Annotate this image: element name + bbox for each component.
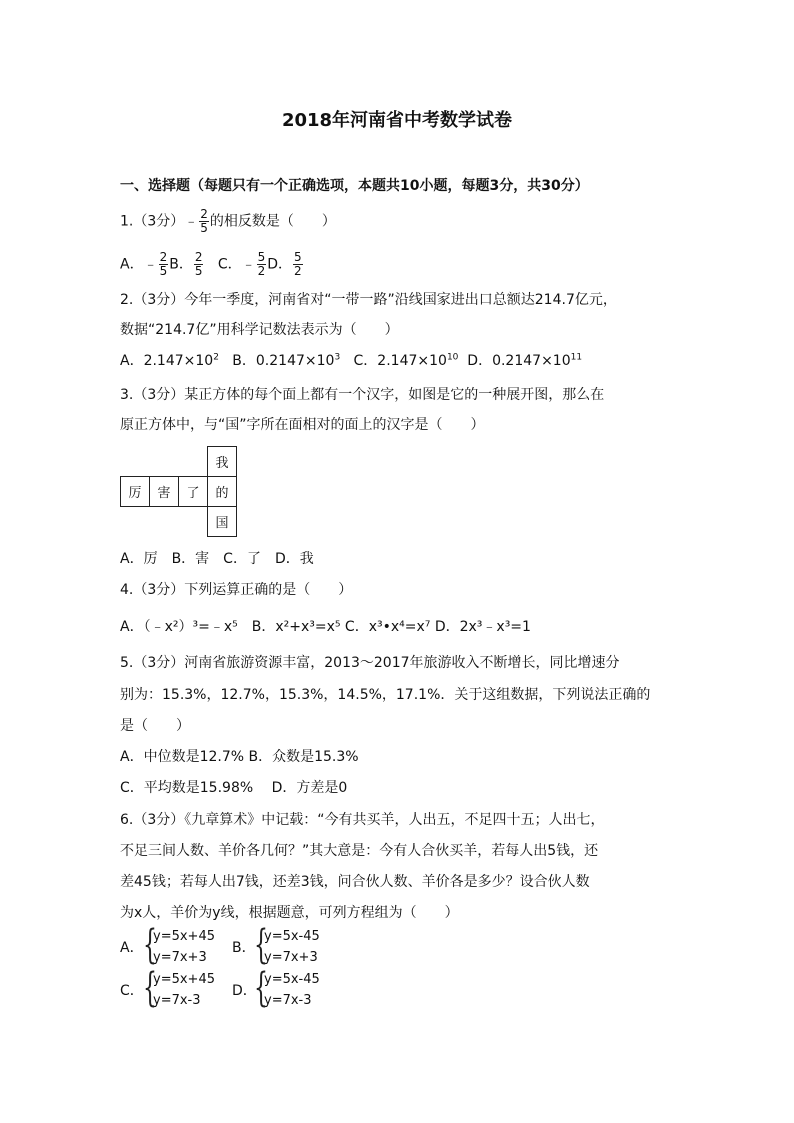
net-cell: 害 [150, 477, 179, 507]
option-a-label: A．﹣ [120, 256, 158, 273]
fraction: $\frac{5}{2}$ [257, 250, 266, 278]
q1-stem-pre: 1.（3分）﹣ [120, 213, 199, 230]
option-b-label: B． [169, 256, 193, 273]
question-2-line-1: 2.（3分）今年一季度，河南省对“一带一路”沿线国家进出口总额达214.7亿元， [120, 292, 617, 308]
question-5-options-2: C．平均数是15.98% D．方差是0 [120, 780, 348, 796]
question-6-line-3: 差45钱；若每人出7钱，还差3钱，问合伙人数、羊价各是多少？设合伙人数 [120, 874, 590, 890]
question-1-stem [120, 208, 336, 235]
question-3-line-1: 3.（3分）某正方体的每个面上都有一个汉字，如图是它的一种展开图，那么在 [120, 387, 605, 403]
question-2-options: A．$2.147\times 10^2$ B．$0.2147\times 10^3$ C．$2.147\times 10^{10}$ D．$0.2147\times 10^{11}$ [120, 352, 583, 369]
cube-net-figure [120, 446, 237, 537]
option-c-label: C．﹣ [217, 256, 256, 273]
q6-option-a-label: A． [120, 940, 144, 956]
question-6-line-2: 不足三间人数、羊价各几何？”其大意是：今有人合伙买羊，若每人出5钱，还 [120, 843, 599, 859]
fraction: $\frac{5}{2}$ [294, 250, 302, 278]
net-cell: 了 [179, 477, 208, 507]
q6-option-b-label: B． [232, 940, 256, 956]
question-5-line-1: 5.（3分）河南省旅游资源丰富，2013～2017年旅游收入不断增长，同比增速分 [120, 655, 620, 671]
question-5-options-1: A．中位数是12.7% B．众数是15.3% [120, 749, 359, 765]
q1-stem-post: 的相反数是（ ） [209, 213, 336, 230]
section-heading: 一、选择题（每题只有一个正确选项，本题共10小题，每题3分，共30分） [120, 178, 589, 194]
question-1-options [120, 251, 304, 278]
page-title: 2018年河南省中考数学试卷 [281, 110, 513, 131]
exam-page: 2018年河南省中考数学试卷 一、选择题（每题只有一个正确选项，本题共10小题，每题3分，共30分） 1.（3分）﹣ $\frac{2}{5}$ 的相反数是（ ） A．﹣ $\frac{2}{5}$ B． $\frac{2}{5}$ C．﹣ $\frac{5}{2}$ D． $\frac{5}{2}$ 2.（3分）今年一季度，河南省对“一带一路”沿线国家进出口总额达214.7亿元， 数据“214.7亿”用科学记数法表示为（ ） A．$2.147\times 10^2$ B．$0.2147\times 10^3$ C．$2.147\times 10^{10}$ D．$0.2147\times 10^{11}$ 3.（3分）某正方体的每个面上都有一个汉字，如图是它的一种展开图，那么在 原正方体中，与“国”字所在面相对的面上的汉字是（ ） 我 厉 害 了 的 国 A．厉 B．害 C．了 D．我 4.（3分）下列运算正确的是（ ） A．（﹣x²）³=﹣x⁵ B．x²+x³=x⁵ C．x³•x⁴=x⁷ D．2x³﹣x³=1 5.（3分）河南省旅游资源丰富，2013～2017年旅游收入不断增长，同比增速分 别为：15.3%，12.7%，15.3%，14.5%，17.1%．关于这组数据，下列说法正确的 是（ ） A．中位数是12.7% B．众数是15.3% C．平均数是15.98% D．方差是0 6.（3分）《九章算术》中记载：“今有共买羊，人出五，不足四十五；人出七， 不足三间人数、羊价各几何？”其大意是：今有人合伙买羊，若每人出5钱，还 差45钱；若每人出7钱，还差3钱，问合伙人数、羊价各是多少？设合伙人数 为x人，羊价为y线，根据题意，可列方程组为（ ） A． { y=5x+45 y=7x+3 B． { y=5x-45 y=7x+3 C． { y=5x+45 y=7x-3 D． { y=5x-45 y=7x-3 [0, 0, 794, 1123]
question-3-line-2: 原正方体中，与“国”字所在面相对的面上的汉字是（ ） [120, 417, 485, 433]
fraction: $\frac{2}{5}$ [159, 250, 168, 278]
net-cell-bottom: 国 [208, 507, 237, 537]
question-3-options: A．厉 B．害 C．了 D．我 [120, 551, 314, 567]
question-6-line-1: 6.（3分）《九章算术》中记载：“今有共买羊，人出五，不足四十五；人出七， [120, 812, 605, 828]
question-4-stem: 4.（3分）下列运算正确的是（ ） [120, 582, 353, 598]
net-cell: 的 [208, 477, 237, 507]
fraction: $\frac{2}{5}$ [200, 207, 208, 235]
net-cell: 厉 [121, 477, 150, 507]
fraction: $\frac{2}{5}$ [194, 250, 203, 278]
q6-option-d-label: D． [232, 983, 257, 999]
question-2-line-2: 数据“214.7亿”用科学记数法表示为（ ） [120, 322, 399, 338]
option-d-label: D． [267, 256, 293, 273]
question-5-line-3: 是（ ） [120, 718, 190, 734]
question-6-line-4: 为x人，羊价为y线，根据题意，可列方程组为（ ） [120, 905, 459, 921]
q6-option-c-label: C． [120, 983, 144, 999]
question-4-options: A．（﹣x²）³=﹣x⁵ B．x²+x³=x⁵ C．x³•x⁴=x⁷ D．2x³﹣x³=1 [120, 619, 531, 635]
question-5-line-2: 别为：15.3%，12.7%，15.3%，14.5%，17.1%．关于这组数据，下列说法正确的 [120, 687, 651, 703]
net-cell-top: 我 [208, 447, 237, 477]
